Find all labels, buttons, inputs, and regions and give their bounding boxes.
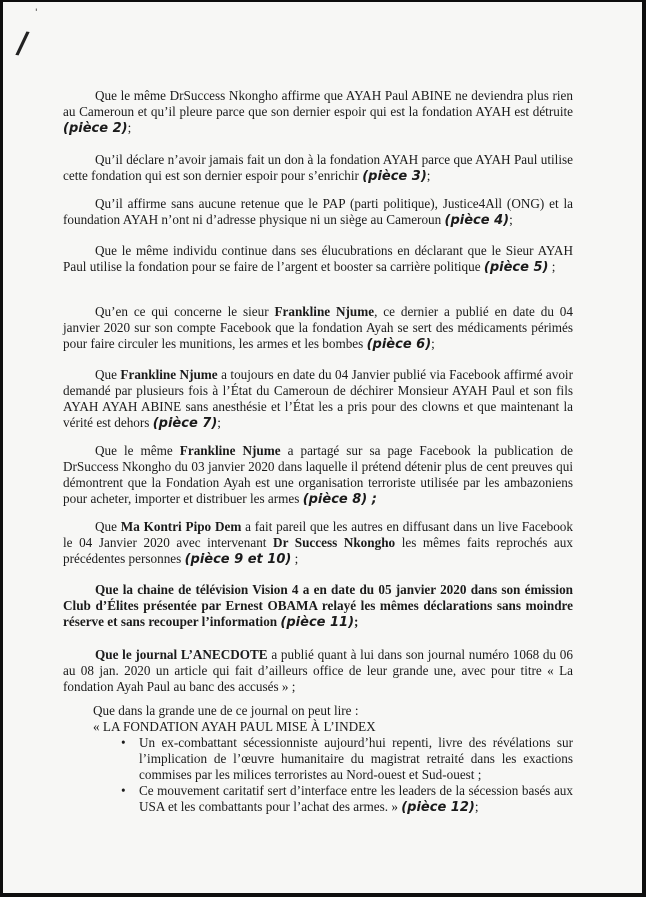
- document-page: [3, 2, 642, 893]
- text-run: Que: [95, 367, 121, 382]
- bold-text: Frankline Njume: [274, 304, 375, 319]
- bold-text: Frankline Njume: [120, 367, 218, 382]
- quote-block: [63, 703, 573, 816]
- text-run: ;: [217, 415, 221, 430]
- text-run: Un ex-combattant sécessionniste aujourd’hui repenti, livre des révélations sur l’implication de l’œuvre humanitaire du magistrat retraité dans les exactions commises par les milices terroristes au Nord-ouest et Sud-ouest ;: [139, 735, 573, 782]
- text-run: a toujours en date du 04 Janvier publié via Facebook affirmé avoir demandé par plusieurs fois à l’État du Cameroun de déchirer Monsieur AYAH Paul et son fils AYAH AYAH ABINE sans anesthésie et l’État les a pris pour des clowns et que maintenant la vérité est dehors: [63, 367, 573, 430]
- piece-reference: (pièce 6): [366, 337, 432, 352]
- bold-text: Que le journal L’ANECDOTE: [95, 647, 268, 662]
- text-run: ;: [474, 799, 479, 814]
- text-run: les mêmes faits reprochés aux précédentes personnes: [63, 535, 573, 566]
- text-run: a publié quant à lui dans son journal numéro 1068 du 06 au 08 jan. 2020 un article qui fait d’ailleurs office de leur grande une, avec pour titre « La fondation Ayah Paul au banc des accusés » ;: [63, 647, 573, 694]
- pen-stroke-mark: /: [14, 25, 31, 62]
- text-run: ;: [548, 259, 556, 274]
- text-run: Que le même DrSuccess Nkongho affirme que AYAH Paul ABINE ne deviendra plus rien au Cameroun et qu’il pleure parce que son dernier espoir qui est la fondation AYAH est détruite: [63, 88, 573, 119]
- text-run: Qu’il affirme sans aucune retenue que le PAP (parti politique), Justice4All (ONG) et la foundation AYAH n’ont ni d’adresse physique ni un siège au Cameroun: [63, 196, 573, 227]
- piece-reference: (pièce 5): [483, 260, 549, 275]
- bold-text: Ma Kontri Pipo Dem: [120, 519, 242, 534]
- bold-text: ;: [354, 614, 359, 629]
- piece-reference: (pièce 2): [63, 121, 128, 136]
- text-run: a fait pareil que les autres en diffusant dans un live Facebook le 04 Janvier 2020 avec intervenant: [63, 519, 573, 550]
- piece-reference: (pièce 7): [152, 416, 218, 431]
- quote-bullet-list: [63, 735, 573, 816]
- piece-reference: (pièce 12): [401, 800, 475, 815]
- text-run: Que le même individu continue dans ses élucubrations en déclarant que le Sieur AYAH Paul utilise la fondation pour se faire de l’argent et booster sa carrière politique: [63, 243, 573, 274]
- text-run: ;: [431, 336, 435, 351]
- bold-text: Dr Success Nkongho: [273, 535, 396, 550]
- paragraph-piece-11: [63, 582, 573, 631]
- quote-intro: Que dans la grande une de ce journal on peut lire :: [93, 703, 359, 718]
- bullet-icon: •: [121, 735, 126, 750]
- quote-bullet-text: [139, 783, 573, 814]
- bold-text: Que la chaine de télévision Vision 4 a en date du 05 janvier 2020 dans son émission Club d’Élites présentée par Ernest OBAMA relayé les mêmes déclarations sans moindre réserve et sans recouper l’information: [63, 582, 573, 629]
- corner-mark: ': [35, 8, 38, 18]
- piece-reference: (pièce 8) ;: [302, 492, 377, 507]
- text-run: Que: [95, 519, 121, 534]
- piece-reference: (pièce 3): [362, 169, 427, 184]
- quote-headline: « LA FONDATION AYAH PAUL MISE À L’INDEX: [93, 719, 376, 734]
- paragraph-piece-4: [63, 196, 573, 229]
- quote-bullet-item: [113, 783, 573, 816]
- text-run: a partagé sur sa page Facebook la publication de DrSuccess Nkongho du 03 janvier 2020 dans laquelle il prétend détenir plus de cent preuves qui démontrent que la Fondation Ayah est une organisation terroriste utilisée par les ambazoniens pour acheter, importer et distribuer les armes: [63, 443, 573, 506]
- text-run: Qu’en ce qui concerne le sieur: [95, 304, 275, 319]
- paragraph-piece-9-10: [63, 519, 573, 568]
- paragraph-piece-2: [63, 88, 573, 137]
- text-run: Ce mouvement caritatif sert d’interface entre les leaders de la sécession basés aux USA et les combattants pour l’achat des armes. »: [139, 783, 573, 814]
- piece-reference: (pièce 4): [444, 213, 510, 228]
- bold-text: Frankline Njume: [179, 443, 281, 458]
- text-run: Que le même: [95, 443, 180, 458]
- bullet-icon: •: [121, 783, 126, 798]
- quote-bullet-item: [113, 735, 573, 783]
- text-run: ;: [127, 120, 132, 135]
- paragraph-piece-3: [63, 152, 573, 185]
- paragraph-anecdote: [63, 647, 573, 695]
- quote-bullet-text: [139, 735, 573, 782]
- piece-reference: (pièce 9 et 10): [184, 552, 292, 567]
- text-run: ;: [291, 551, 299, 566]
- text-run: Qu’il déclare n’avoir jamais fait un don à la fondation AYAH parce que AYAH Paul utilise cette fondation qui est son dernier espoir pour s’enrichir: [63, 152, 573, 183]
- text-run: ;: [426, 168, 431, 183]
- text-run: , ce dernier a publié en date du 04 janvier 2020 sur son compte Facebook que la fondation Ayah se sert des médicaments périmés pour faire circuler les munitions, les armes et les bombes: [63, 304, 573, 351]
- paragraph-piece-8: [63, 443, 573, 508]
- paragraph-piece-5: [63, 243, 573, 276]
- text-run: ;: [509, 212, 513, 227]
- paragraph-piece-6: [63, 304, 573, 353]
- piece-reference: (pièce 11): [280, 615, 355, 630]
- paragraph-piece-7: [63, 367, 573, 432]
